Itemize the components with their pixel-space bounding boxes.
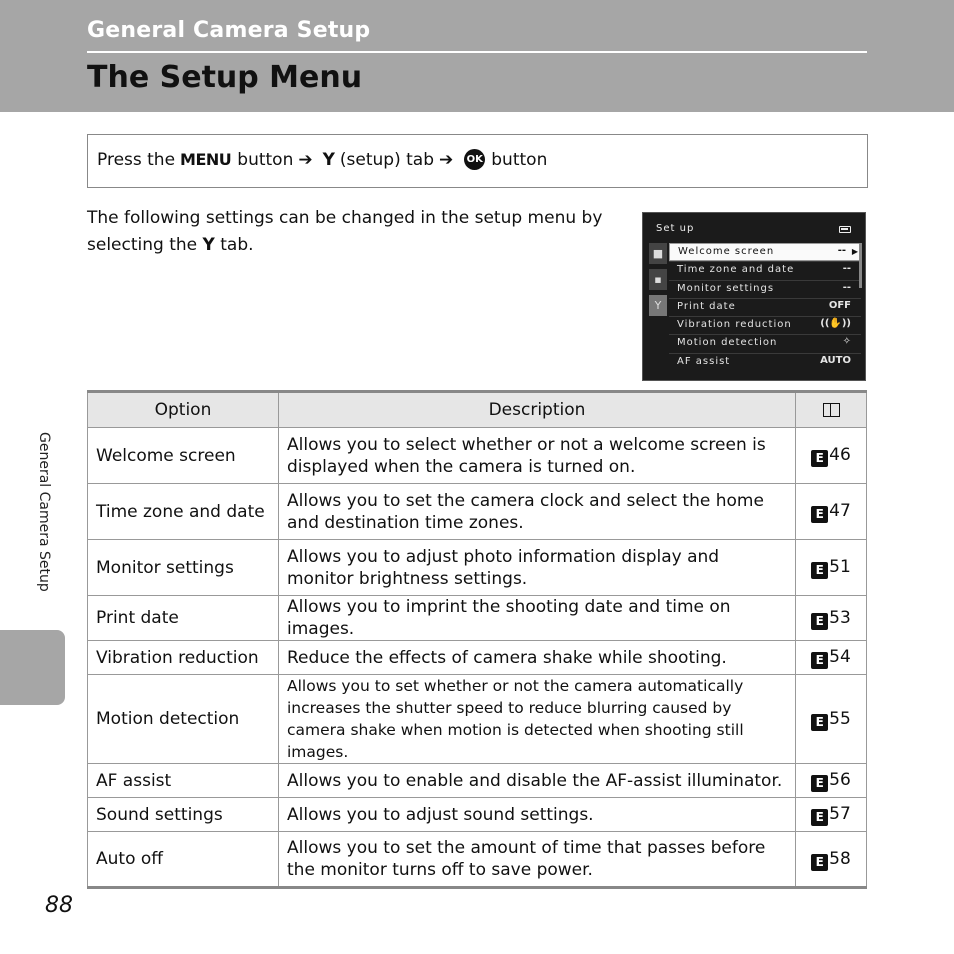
description-cell: Allows you to set whether or not the camera automatically increases the shutter speed to reduce blurring caused by camera shake when motion is detected when shooting still images. — [279, 675, 796, 764]
lcd-item-label: AF assist — [677, 355, 731, 367]
page-title: The Setup Menu — [87, 60, 363, 95]
reference-section-icon: E — [811, 506, 828, 523]
option-cell: Monitor settings — [88, 540, 279, 596]
description-cell: Reduce the effects of camera shake while shooting. — [279, 641, 796, 675]
description-cell: Allows you to adjust photo information display and monitor brightness settings. — [279, 540, 796, 596]
lcd-tab-shooting — [649, 243, 667, 264]
intro-text-before: The following settings can be changed in the setup menu by selecting the — [87, 208, 603, 255]
intro-text-after: tab. — [220, 235, 254, 255]
description-cell: Allows you to set the camera clock and select the home and destination time zones. — [279, 484, 796, 540]
lcd-item-label: Print date — [677, 300, 736, 312]
nav-press-text: Press the — [97, 149, 176, 170]
page-reference-cell — [796, 484, 867, 540]
page-reference: 54 — [829, 647, 851, 667]
page-reference-cell — [796, 798, 867, 832]
option-cell: Print date — [88, 596, 279, 641]
nav-button-text: button — [237, 149, 294, 170]
nav-button-text-2: button — [491, 149, 548, 170]
lcd-menu-title: Set up — [656, 223, 695, 234]
header-rule — [87, 51, 867, 53]
lcd-menu-item — [669, 261, 861, 279]
table-row — [88, 764, 867, 798]
vibration-reduction-icon: ((✋)) — [820, 318, 851, 330]
table-row — [88, 540, 867, 596]
page-reference: 46 — [829, 445, 851, 465]
table-row — [88, 832, 867, 888]
wrench-icon: Y — [654, 299, 662, 312]
lcd-menu-item — [669, 334, 861, 352]
reference-section-icon: E — [811, 652, 828, 669]
page-reference-cell — [796, 596, 867, 641]
lcd-menu-list — [669, 243, 861, 371]
option-cell: AF assist — [88, 764, 279, 798]
table-row — [88, 641, 867, 675]
page-reference-cell — [796, 540, 867, 596]
table-header-row — [88, 392, 867, 428]
page-number: 88 — [45, 893, 73, 918]
page-reference: 56 — [829, 770, 851, 790]
lcd-item-value: OFF — [828, 299, 851, 311]
page-reference: 53 — [829, 607, 851, 628]
option-cell: Motion detection — [88, 675, 279, 764]
reference-section-icon: E — [811, 714, 828, 731]
page-reference-column-header — [796, 392, 867, 428]
intro-paragraph — [87, 205, 612, 259]
ok-button-icon: OK — [464, 149, 485, 170]
table-row — [88, 484, 867, 540]
option-column-header: Option — [88, 392, 279, 428]
wrench-icon: Y — [322, 149, 335, 170]
lcd-menu-item — [669, 243, 861, 261]
camera-lcd-screenshot — [642, 212, 866, 381]
page-reference: 58 — [829, 848, 851, 869]
option-cell: Welcome screen — [88, 428, 279, 484]
reference-section-icon: E — [811, 450, 828, 467]
battery-icon — [839, 226, 851, 233]
lcd-menu-item — [669, 316, 861, 334]
lcd-item-value: -- — [842, 281, 851, 293]
lcd-item-label: Monitor settings — [677, 282, 775, 294]
page-reference-cell — [796, 675, 867, 764]
reference-section-icon: E — [811, 809, 828, 826]
side-section-label: General Camera Setup — [36, 432, 52, 592]
page-reference: 57 — [829, 804, 851, 824]
option-cell: Time zone and date — [88, 484, 279, 540]
page-reference: 55 — [829, 708, 851, 729]
lcd-menu-item — [669, 298, 861, 316]
lcd-menu-item — [669, 280, 861, 298]
lcd-item-label: Motion detection — [677, 337, 778, 349]
page-reference-cell — [796, 428, 867, 484]
description-cell: Allows you to set the amount of time that passes before the monitor turns off to save power. — [279, 832, 796, 888]
lcd-scrollbar — [859, 243, 862, 288]
lcd-item-value: -- — [842, 263, 851, 275]
option-cell: Sound settings — [88, 798, 279, 832]
header-band — [0, 0, 954, 112]
lcd-menu-item — [669, 353, 861, 371]
lcd-item-value: -- — [837, 245, 846, 256]
page-reference: 47 — [829, 501, 851, 521]
navigation-instruction-box — [87, 134, 868, 188]
lcd-item-label: Vibration reduction — [677, 319, 792, 331]
description-cell: Allows you to enable and disable the AF-assist illuminator. — [279, 764, 796, 798]
reference-section-icon: E — [811, 562, 828, 579]
page-reference-cell — [796, 832, 867, 888]
page-reference-cell — [796, 641, 867, 675]
lcd-tab-movie — [649, 269, 667, 290]
arrow-right-icon: ➔ — [439, 149, 454, 170]
table-row — [88, 798, 867, 832]
camera-icon: ■ — [652, 247, 664, 260]
reference-section-icon: E — [811, 854, 828, 871]
lcd-tab-setup — [649, 295, 667, 316]
description-cell: Allows you to imprint the shooting date and time on images. — [279, 596, 796, 641]
book-icon — [823, 403, 840, 417]
lcd-item-label: Time zone and date — [677, 264, 795, 276]
lcd-item-value: AUTO — [820, 354, 851, 366]
option-cell: Vibration reduction — [88, 641, 279, 675]
table-row — [88, 675, 867, 764]
section-title: General Camera Setup — [87, 18, 371, 43]
nav-setup-tab-text: (setup) tab — [339, 149, 435, 170]
lcd-item-label: Welcome screen — [678, 246, 775, 257]
navigation-instruction — [97, 149, 547, 170]
option-cell: Auto off — [88, 832, 279, 888]
reference-section-icon: E — [811, 613, 828, 630]
menu-button-icon: MENU — [180, 150, 232, 169]
table-row — [88, 596, 867, 641]
wrench-icon: Y — [202, 235, 215, 255]
reference-section-icon: E — [811, 775, 828, 792]
page-reference: 51 — [829, 557, 851, 577]
page-reference-cell — [796, 764, 867, 798]
setup-options-table — [87, 390, 867, 889]
description-column-header: Description — [279, 392, 796, 428]
table-row — [88, 428, 867, 484]
right-arrow-icon: ▶ — [851, 247, 858, 256]
arrow-right-icon: ➔ — [298, 149, 313, 170]
side-section-tab — [0, 630, 65, 705]
description-cell: Allows you to adjust sound settings. — [279, 798, 796, 832]
movie-icon: ▪ — [654, 273, 662, 286]
motion-detection-icon: ✧ — [842, 336, 851, 348]
description-cell: Allows you to select whether or not a welcome screen is displayed when the camera is turned on. — [279, 428, 796, 484]
